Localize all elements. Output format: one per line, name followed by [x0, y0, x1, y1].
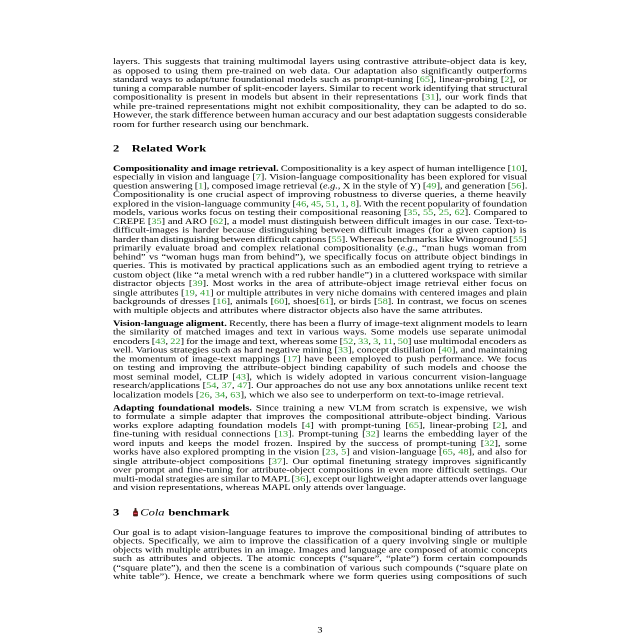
citation-number[interactable]: 49: [426, 182, 437, 191]
citation-number[interactable]: 65: [419, 75, 431, 85]
text-line-content: [113, 227, 527, 236]
text-line-content: [113, 346, 527, 355]
line-text: as opposed to using them pre-trained on web data. Our adaptation also significantly outperforms: [113, 66, 527, 76]
text-line-content: [113, 555, 527, 564]
text-line: [113, 484, 527, 493]
text-line-content: [113, 244, 527, 253]
text-line-content: [113, 422, 527, 431]
text-line-content: [113, 262, 527, 271]
text-line-content: [113, 289, 527, 298]
citation-number[interactable]: 35: [151, 217, 162, 227]
text-line: [113, 564, 527, 573]
line-text: while pre-trained representations might not exhibit compositionality, they can be adapted to do so.: [113, 102, 527, 111]
text-line-content: [113, 528, 527, 537]
text-line-content: [113, 484, 406, 493]
section-heading-cola-benchmark: [113, 507, 527, 518]
text-line-content: [113, 329, 527, 338]
citation-number[interactable]: 35: [407, 208, 418, 218]
citation-number[interactable]: 65: [442, 448, 453, 458]
line-text: the momentum of image-text mappings [17] have been employed to push performance. We focus: [113, 355, 527, 364]
citation-number[interactable]: 3: [373, 337, 379, 347]
text-line-content: [113, 458, 527, 467]
line-text: especially in vision and language [7]. Vision-language compositionality has been explored for visual: [113, 173, 528, 182]
line-text: Recently, there has been a flurry of image-text alignment models to learn: [229, 319, 528, 329]
text-line: [113, 546, 527, 555]
citation-number[interactable]: 25: [438, 208, 450, 218]
citation-number[interactable]: 55: [512, 235, 524, 244]
citation-number[interactable]: 52: [343, 337, 354, 347]
text-line: [113, 573, 527, 582]
citation-number[interactable]: 17: [286, 355, 298, 364]
line-text: works explore adapting foundation models [4] with prompt-tuning [65], linear-probing [2], and: [113, 422, 527, 431]
section-heading-related-work: [113, 143, 527, 154]
text-line-content: [113, 253, 527, 262]
line-text: on testing and improving the attribute-object binding capability of such models and choose the: [113, 364, 527, 373]
text-line-content: [113, 58, 527, 67]
text-line: [113, 298, 527, 307]
line-text: difficult-images is harder because distinguishing between difficult images (for a given caption) is: [113, 226, 527, 236]
text-line: [113, 528, 527, 537]
citation-number[interactable]: 40: [441, 346, 452, 356]
emphasis: e.g.: [400, 244, 416, 253]
text-line: [113, 413, 527, 422]
citation-number[interactable]: 19: [184, 288, 195, 298]
text-line: [113, 382, 527, 391]
paragraph-compositionality: [113, 164, 527, 315]
text-line: [113, 182, 527, 191]
text-line-content: [113, 466, 527, 475]
text-line-content: [113, 364, 527, 373]
text-line: [113, 67, 527, 76]
line-text: localization models [26, 34, 63], which we also see to underperform on text-to-image retrieval.: [113, 390, 504, 400]
line-text: fine-tuning with residual connections [13]. Prompt-tuning [32] learns the embedding layer of the: [113, 430, 528, 440]
citation-number[interactable]: 65: [408, 422, 420, 431]
text-line: [113, 58, 527, 67]
text-line: [113, 555, 527, 564]
line-text: Compositionality is one crucial aspect of improving robustness to diverse queries, a theme heavily: [113, 190, 527, 200]
text-line-content: [113, 440, 527, 449]
citation-number[interactable]: 31: [425, 93, 436, 103]
text-line: [113, 227, 527, 236]
citation-number[interactable]: 47: [237, 382, 248, 391]
citation-number[interactable]: 7: [255, 173, 261, 182]
citation-number[interactable]: 2: [504, 75, 510, 85]
text-line-content: [113, 235, 527, 244]
text-line-content: [113, 298, 527, 307]
text-line-content: [113, 546, 527, 555]
text-line-content: [113, 164, 527, 173]
text-line-content: [113, 111, 527, 120]
line-text: (“square plate”), and then the scene is a combination of various such compounds (“square plate on: [113, 563, 528, 573]
line-text: behind” vs “woman hugs man from behind”), we specifically focus on attribute object bindings in: [113, 253, 528, 262]
text-line: [113, 102, 527, 111]
text-line-content: [113, 120, 309, 129]
line-text: works have also explored prompting in the vision [23, 5] and vision-language [65, 48], and also for: [113, 448, 527, 458]
text-line: [113, 440, 527, 449]
text-line-content: [113, 200, 527, 209]
text-line: [113, 338, 527, 347]
section-title: benchmark: [168, 507, 230, 518]
citation-number[interactable]: 36: [294, 475, 306, 484]
paragraph-adapting-foundational-models: [113, 404, 527, 493]
citation-number[interactable]: 11: [383, 337, 393, 347]
benchmark-name: Cola: [140, 507, 165, 518]
citation-number[interactable]: 55: [331, 235, 342, 244]
text-line: [113, 391, 527, 400]
line-text: distractor objects [39]. Most works in the area of attribute-object image retrieval either focus on: [113, 279, 527, 289]
text-line-content: [113, 382, 527, 391]
section-title: Related Work: [131, 142, 207, 154]
text-line-content: [113, 431, 527, 440]
text-line-content: [113, 218, 527, 227]
text-line: [113, 262, 527, 271]
line-text: primarily evaluate broad and complex relational compositionality (e.g., “man hugs woman from: [113, 244, 527, 253]
citation-number[interactable]: 33: [358, 337, 369, 347]
line-text: layers. This suggests that training multimodal layers using contrastive attribute-object data is key,: [113, 57, 527, 67]
citation-number[interactable]: 54: [206, 382, 217, 391]
line-text: with multiple objects and attributes where distractor objects also have the same attributes.: [113, 306, 483, 316]
citation-number[interactable]: 43: [155, 337, 166, 347]
citation-number[interactable]: 32: [484, 439, 495, 449]
text-line: [113, 346, 527, 355]
text-line: [113, 307, 527, 316]
citation-number[interactable]: 37: [221, 382, 232, 391]
text-line-content: [113, 191, 527, 200]
text-line: [113, 458, 527, 467]
text-line: [113, 244, 527, 253]
section-number: 2: [113, 142, 120, 154]
text-column: [113, 58, 527, 582]
line-text: queries. This is motivated by practical applications such as an embodied agent trying to retrieve a: [113, 262, 528, 271]
citation-number[interactable]: 23: [325, 448, 336, 458]
text-line-content: [113, 85, 527, 94]
text-line-content: [113, 537, 527, 546]
text-line-content: [113, 307, 483, 316]
text-line: [113, 76, 527, 85]
citation-number[interactable]: 58: [377, 297, 388, 307]
citation-number[interactable]: 1: [340, 199, 346, 209]
text-line: [113, 449, 527, 458]
citation-number[interactable]: 33: [337, 346, 349, 356]
text-line: [113, 164, 527, 173]
line-text: word inputs and keeps the model frozen. Inspired by the success of prompt-tuning [32], some: [113, 439, 527, 449]
citation-number[interactable]: 2: [496, 422, 502, 431]
citation-number[interactable]: 62: [213, 217, 224, 227]
line-text: CREPE [35] and ARO [62], a model must distinguish between difficult images in our case. Text-to-: [113, 217, 528, 227]
line-text: the similarity of matched images and text in various ways. Some models use separate unimodal: [113, 328, 527, 338]
emphasis: e.g.: [323, 182, 338, 191]
text-line: [113, 85, 527, 94]
text-line-content: [113, 173, 527, 182]
line-text: Our goal is to adapt vision-language features to improve the compositional binding of attributes to: [113, 528, 527, 537]
line-text: white table”). Hence, we create a benchmark where we form queries using compositions of such: [113, 572, 527, 582]
text-line-content: [113, 271, 527, 280]
text-line-content: [113, 67, 527, 76]
text-line: [113, 235, 527, 244]
text-line: [113, 355, 527, 364]
line-text: tuning a comparable number of split-encoder layers. Similar to recent work identifying that structural: [113, 84, 528, 94]
citation-number[interactable]: 61: [319, 297, 330, 307]
text-line-content: [113, 209, 527, 218]
text-line: [113, 431, 527, 440]
intro-paragraph: [113, 58, 527, 129]
citation-number[interactable]: 26: [199, 390, 210, 400]
citation-number[interactable]: 55: [423, 208, 434, 218]
line-text: objects with multiple attributes in an image. Images and language are composed of atomic concepts: [113, 546, 528, 555]
line-text: such as attributes and objects. The atomic concepts (“square”, “plate”) form certain compounds: [113, 555, 528, 564]
citation-number[interactable]: 1: [198, 182, 204, 191]
text-line-content: [113, 449, 527, 458]
text-line: [113, 320, 527, 329]
text-line-content: [113, 280, 527, 289]
text-line-content: [113, 564, 527, 573]
text-line-content: [113, 573, 527, 582]
text-line: [113, 422, 527, 431]
line-text: explored in the vision-language community [46, 45, 51, 1, 8]. With the recent popularity of foundation: [113, 199, 528, 209]
text-line: [113, 120, 527, 129]
line-text: models, various works focus on testing their compositional reasoning [35, 55, 25, 62]. Compared to: [113, 208, 528, 218]
citation-number[interactable]: 37: [271, 457, 283, 467]
paragraph-lead: Compositionality and image retrieval.: [113, 164, 279, 173]
text-line: [113, 373, 527, 382]
text-line: [113, 289, 527, 298]
text-line: [113, 475, 527, 484]
citation-number[interactable]: 10: [511, 164, 522, 173]
text-line-content: [113, 182, 527, 191]
text-line-content: [113, 320, 527, 329]
line-text: Compositionality is a key aspect of human intelligence [10],: [280, 164, 528, 173]
line-text: encoders [43, 22] for the image and text, whereas some [52, 33, 3, 11, 50] use multimodal encoders as: [113, 337, 527, 347]
line-text: multi-modal strategies are similar to MAPL [36], except our lightweight adapter attends over language: [113, 475, 527, 484]
text-line-content: [113, 404, 527, 413]
text-line: [113, 218, 527, 227]
text-line-content: [113, 373, 527, 382]
citation-number[interactable]: 56: [511, 182, 522, 191]
text-line-content: [113, 475, 527, 484]
citation-number[interactable]: 4: [305, 422, 311, 431]
citation-number[interactable]: 39: [192, 279, 203, 289]
line-text: most seminal model, CLIP [43], which is widely adopted in various concurrent vision-language: [113, 373, 527, 382]
text-line-content: [113, 76, 527, 85]
paragraph-lead: Adapting foundational models.: [113, 404, 252, 413]
line-text: However, the stark difference between human accuracy and our best adaptation suggests considerable: [113, 111, 527, 120]
citation-number[interactable]: 16: [216, 297, 227, 307]
citation-number[interactable]: 5: [341, 448, 347, 458]
line-text: research/applications [54, 37, 47]. Our approaches do not use any box annotations unlike recent text: [113, 382, 528, 391]
line-text: harder than distinguishing between difficult captions [55]. Whereas benchmarks like Winoground [55]: [113, 235, 527, 244]
text-line: [113, 404, 527, 413]
line-text: backgrounds of dresses [16], animals [60], shoes[61], or birds [58]. In contrast, we focus on scenes: [113, 297, 527, 307]
text-line: [113, 280, 527, 289]
line-text: single attribute-object compositions [37]. Our optimal finetuning strategy improves significantly: [113, 457, 527, 467]
citation-number[interactable]: 60: [274, 297, 285, 307]
line-text: compositionality is present in models but absent in their representations [31], our work finds that: [113, 93, 527, 103]
citation-number[interactable]: 63: [230, 390, 241, 400]
line-text: Since training a new VLM from scratch is expensive, we wish: [255, 404, 527, 413]
text-line-content: [113, 94, 527, 103]
line-text: and vision representations, whereas MAPL only attends over language.: [113, 484, 407, 493]
text-line: [113, 364, 527, 373]
text-line: [113, 209, 527, 218]
line-text: custom object (like “a metal wrench with a red rubber handle”) in a cluttered workspace with similar: [113, 270, 528, 280]
text-line-content: [113, 413, 527, 422]
cola-bottle-icon: [132, 508, 139, 517]
line-text: to formulate a simple adapter that improves the compositional attribute-object binding. Various: [113, 413, 527, 422]
citation-number[interactable]: 45: [310, 199, 322, 209]
text-line: [113, 537, 527, 546]
text-line: [113, 200, 527, 209]
citation-number[interactable]: 8: [350, 199, 356, 209]
text-line: [113, 191, 527, 200]
text-line: [113, 271, 527, 280]
line-text: objects. Specifically, we aim to improve the classification of a query involving single or multiple: [113, 537, 528, 546]
text-line: [113, 253, 527, 262]
text-line-content: [113, 102, 527, 111]
citation-number[interactable]: 41: [199, 288, 211, 298]
paragraph-lead: Vision-language aligment.: [113, 319, 227, 329]
text-line-content: [113, 355, 527, 364]
citation-number[interactable]: 34: [214, 390, 226, 400]
text-line: [113, 94, 527, 103]
paragraph-cola-benchmark-intro: [113, 528, 527, 581]
citation-number[interactable]: 51: [325, 199, 337, 209]
citation-number[interactable]: 43: [235, 373, 246, 382]
text-line: [113, 466, 527, 475]
citation-number[interactable]: 50: [397, 337, 409, 347]
text-line: [113, 173, 527, 182]
line-text: well. Various strategies such as hard negative mining [33], concept distillation [40], and maintaining: [113, 346, 528, 356]
citation-number[interactable]: 62: [454, 208, 465, 218]
citation-number[interactable]: 46: [295, 199, 307, 209]
line-text: over prompt and fine-tuning for attribute-object compositions in even more difficult settings. Our: [113, 466, 528, 475]
text-line: [113, 329, 527, 338]
section-number: 3: [113, 507, 120, 518]
citation-number[interactable]: 48: [458, 448, 469, 458]
text-line: [113, 111, 527, 120]
text-line-content: [113, 391, 504, 400]
line-text: single attributes [19, 41] or multiple attributes in very niche domains with centered images and plain: [113, 288, 528, 298]
citation-number[interactable]: 13: [277, 430, 289, 440]
line-text: question answering [1], composed image retrieval (e.g., X in the style of Y) [49], and generation [56].: [113, 182, 528, 191]
page-number: 3: [317, 626, 323, 635]
citation-number[interactable]: 32: [365, 430, 376, 440]
line-text: standard ways to adapt/tune foundational models such as prompt-tuning [65], linear-probing [2], or: [113, 75, 528, 85]
text-line-content: [113, 338, 527, 347]
line-text: room for further research using our benchmark.: [113, 120, 309, 129]
paragraph-vision-language-alignment: [113, 320, 527, 400]
citation-number[interactable]: 22: [170, 337, 181, 347]
